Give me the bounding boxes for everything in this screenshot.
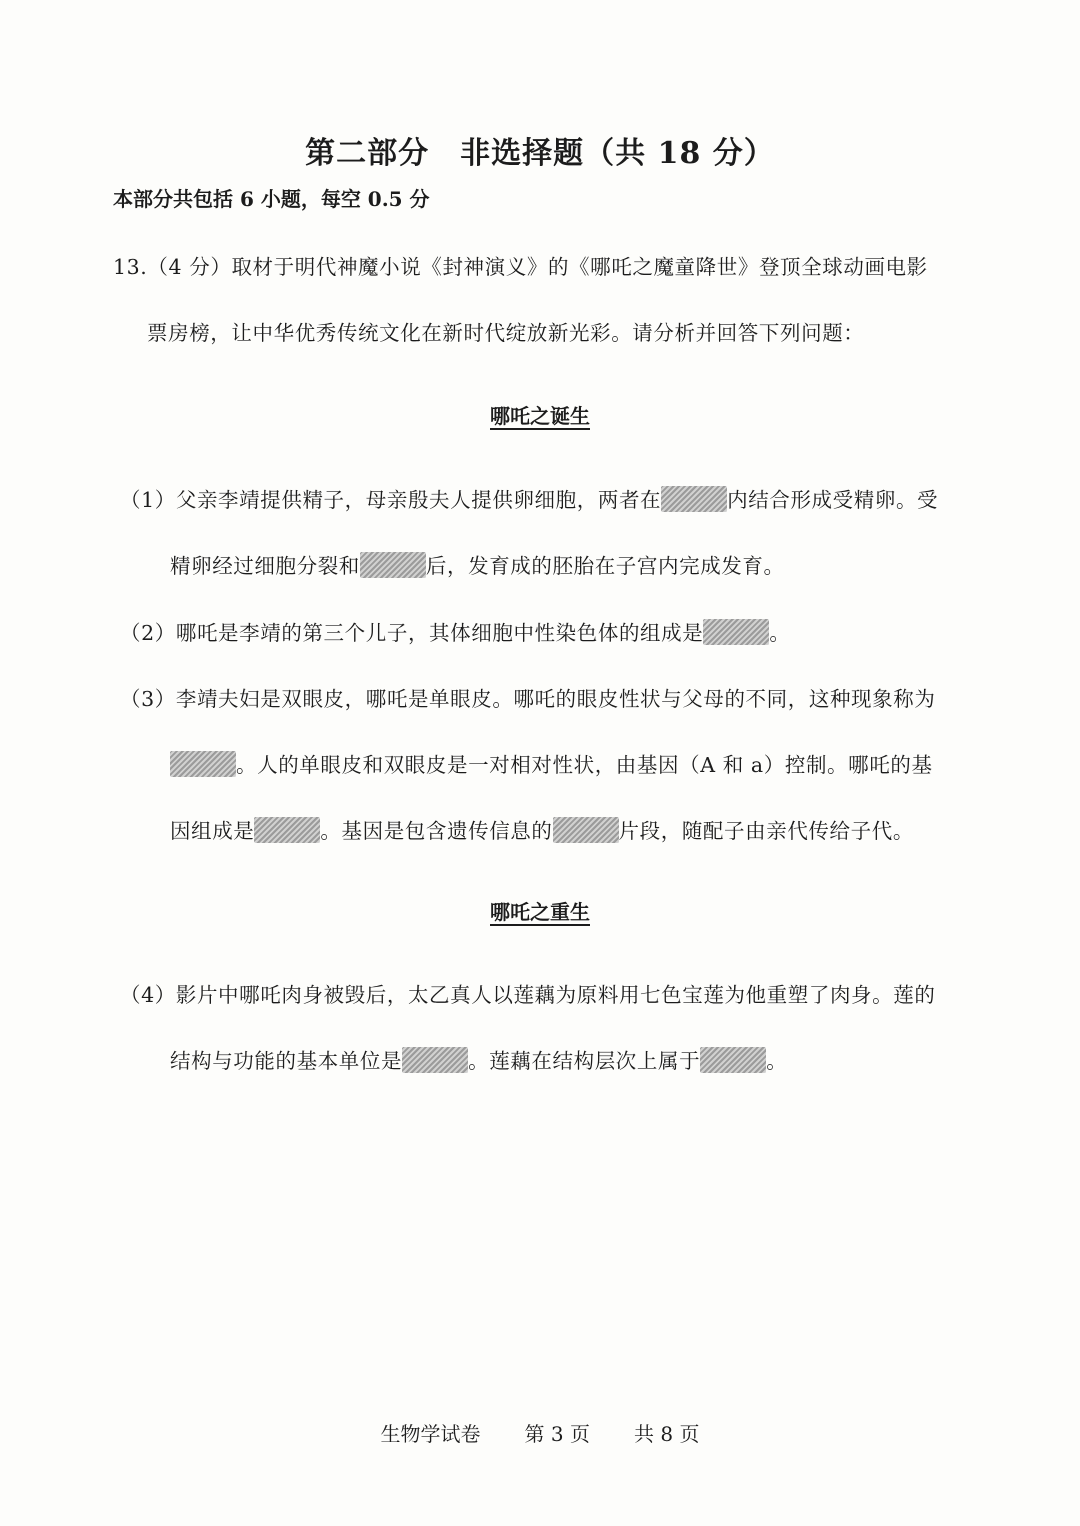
section-heading-birth (0, 400, 1080, 429)
q1-text-d: 后，发育成的胚胎在子宫内完成发育。 (425, 554, 785, 578)
q2-text-a: （2）哪吒是李靖的第三个儿子，其体细胞中性染色体的组成是 (120, 621, 704, 645)
section-instructions: 本部分共包括 6 小题，每空 0.5 分 (113, 187, 430, 211)
q4-text-d: 。 (766, 1049, 788, 1073)
question-4-line-1 (120, 978, 935, 1008)
page-footer (0, 1418, 1080, 1447)
section-heading-birth-text: 哪吒之诞生 (490, 404, 590, 428)
question-3-line-1 (120, 682, 935, 712)
redacted-answer-blank (703, 619, 769, 645)
q1-text-c: 精卵经过细胞分裂和 (170, 554, 360, 578)
redacted-answer-blank (360, 552, 426, 578)
q3-text-b: 。人的单眼皮和双眼皮是一对相对性状，由基因（A 和 a）控制。哪吒的基 (236, 753, 933, 777)
redacted-answer-blank (170, 751, 236, 777)
question-13-stem-line-1: 13.（4 分）取材于明代神魔小说《封神演义》的《哪吒之魔童降世》登顶全球动画电影 (113, 255, 928, 279)
redacted-answer-blank (402, 1047, 468, 1073)
q4-text-a: （4）影片中哪吒肉身被毁后，太乙真人以莲藕为原料用七色宝莲为他重塑了肉身。莲的 (120, 983, 936, 1007)
question-13-stem-line-2: 票房榜，让中华优秀传统文化在新时代绽放新光彩。请分析并回答下列问题： (147, 321, 865, 345)
question-2-line-1 (120, 616, 790, 646)
q2-text-b: 。 (769, 621, 791, 645)
question-1-line-1 (120, 483, 938, 513)
section-heading-rebirth (0, 896, 1080, 925)
q3-text-a: （3）李靖夫妇是双眼皮，哪吒是单眼皮。哪吒的眼皮性状与父母的不同，这种现象称为 (120, 687, 936, 711)
question-3-line-3 (170, 814, 914, 844)
q1-text-a: （1）父亲李靖提供精子，母亲殷夫人提供卵细胞，两者在 (120, 488, 662, 512)
footer-page-number: 第 3 页 (524, 1422, 590, 1446)
q3-text-d: 。基因是包含遗传信息的 (320, 819, 553, 843)
redacted-answer-blank (254, 817, 320, 843)
question-4-line-2 (170, 1044, 787, 1074)
section-heading-rebirth-text: 哪吒之重生 (490, 900, 590, 924)
redacted-answer-blank (553, 817, 619, 843)
q3-text-e: 片段，随配子由亲代传给子代。 (618, 819, 914, 843)
q4-text-b: 结构与功能的基本单位是 (170, 1049, 403, 1073)
footer-total-pages: 共 8 页 (634, 1422, 700, 1446)
q1-text-b: 内结合形成受精卵。受 (727, 488, 939, 512)
footer-subject: 生物学试卷 (380, 1422, 481, 1446)
q3-text-c: 因组成是 (170, 819, 255, 843)
page-title: 第二部分 非选择题（共 18 分） (305, 136, 775, 171)
redacted-answer-blank (700, 1047, 766, 1073)
redacted-answer-blank (661, 486, 727, 512)
question-3-line-2 (170, 748, 933, 778)
question-1-line-2 (170, 549, 785, 579)
q4-text-c: 。莲藕在结构层次上属于 (468, 1049, 701, 1073)
